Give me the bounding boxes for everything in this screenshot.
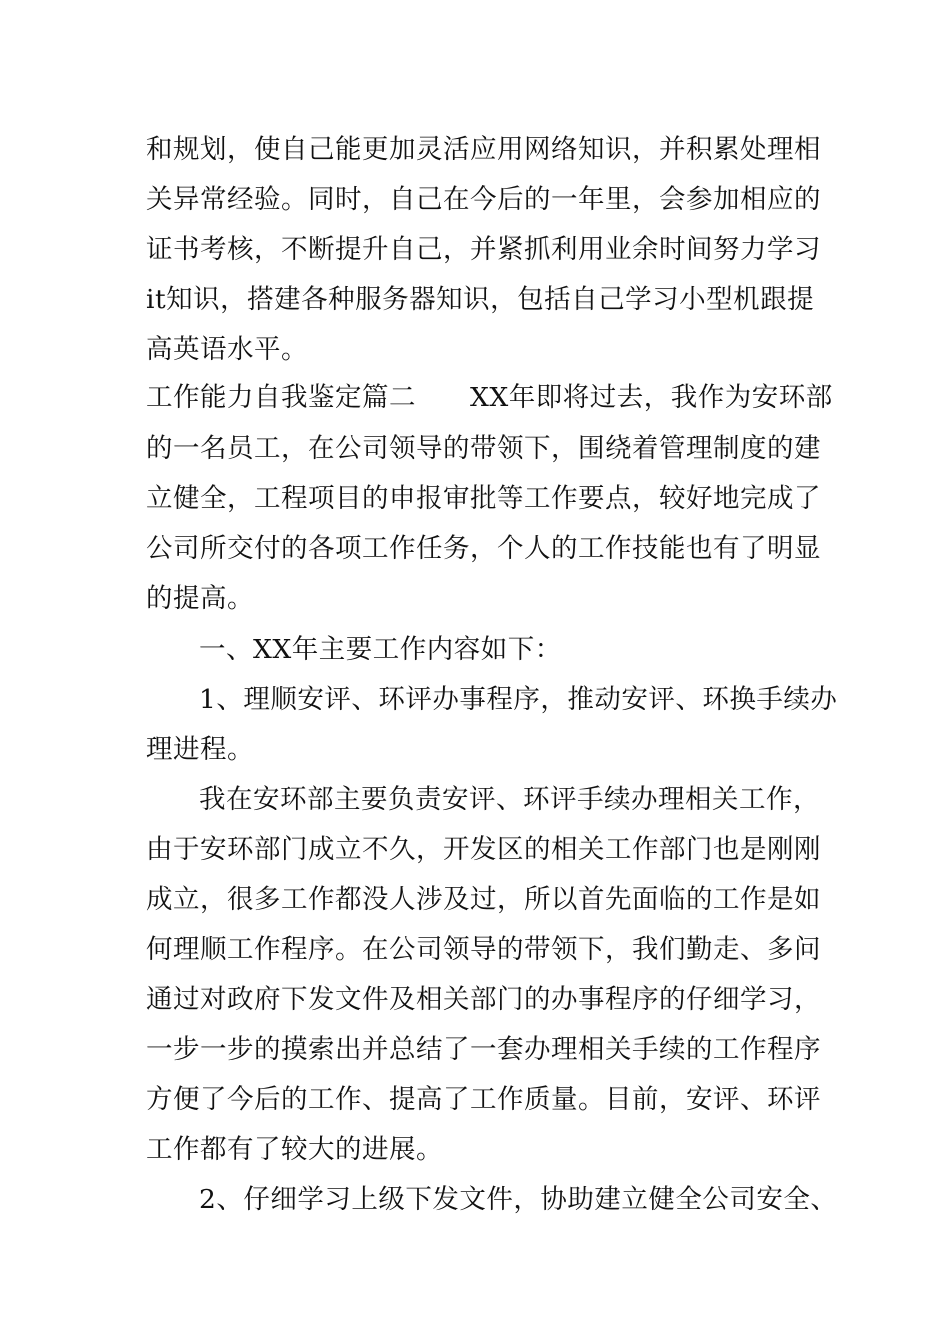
list-item-line: 2、仔细学习上级下发文件，协助建立健全公司安全、 [199, 1184, 838, 1215]
text-line: 公司所交付的各项工作任务，个人的工作技能也有了明显 [146, 533, 821, 564]
text-line: 成立，很多工作都没人涉及过，所以首先面临的工作是如 [146, 884, 821, 915]
text-line: 通过对政府下发文件及相关部门的办事程序的仔细学习， [146, 984, 821, 1015]
text-line: 关异常经验。同时，自己在今后的一年里，会参加相应的 [146, 184, 821, 215]
text-line: 理进程。 [146, 734, 254, 765]
list-heading-line: 一、XX年主要工作内容如下： [199, 634, 562, 665]
text-line: it知识，搭建各种服务器知识，包括自己学习小型机跟提 [146, 284, 815, 315]
text-line: 证书考核，不断提升自己，并紧抓利用业余时间努力学习 [146, 234, 821, 265]
paragraph-first-line: 我在安环部主要负责安评、环评手续办理相关工作， [199, 784, 820, 815]
text-line: 由于安环部门成立不久，开发区的相关工作部门也是刚刚 [146, 834, 821, 865]
text-line: 一步一步的摸索出并总结了一套办理相关手续的工作程序 [146, 1034, 821, 1065]
text-line: 高英语水平。 [146, 334, 308, 365]
text-line: 和规划，使自己能更加灵活应用网络知识，并积累处理相 [146, 134, 821, 165]
list-item-line: 1、理顺安评、环评办事程序，推动安评、环换手续办 [199, 684, 838, 715]
section-heading-line: 工作能力自我鉴定篇二 XX年即将过去，我作为安环部 [146, 382, 833, 413]
text-line: 立健全，工程项目的申报审批等工作要点，较好地完成了 [146, 483, 821, 514]
text-line: 的提高。 [146, 583, 254, 614]
text-line: 的一名员工，在公司领导的带领下，围绕着管理制度的建 [146, 433, 821, 464]
text-line: 方便了今后的工作、提高了工作质量。目前，安评、环评 [146, 1084, 821, 1115]
text-line: 何理顺工作程序。在公司领导的带领下，我们勤走、多问 [146, 934, 821, 965]
text-line: 工作都有了较大的进展。 [146, 1134, 443, 1165]
